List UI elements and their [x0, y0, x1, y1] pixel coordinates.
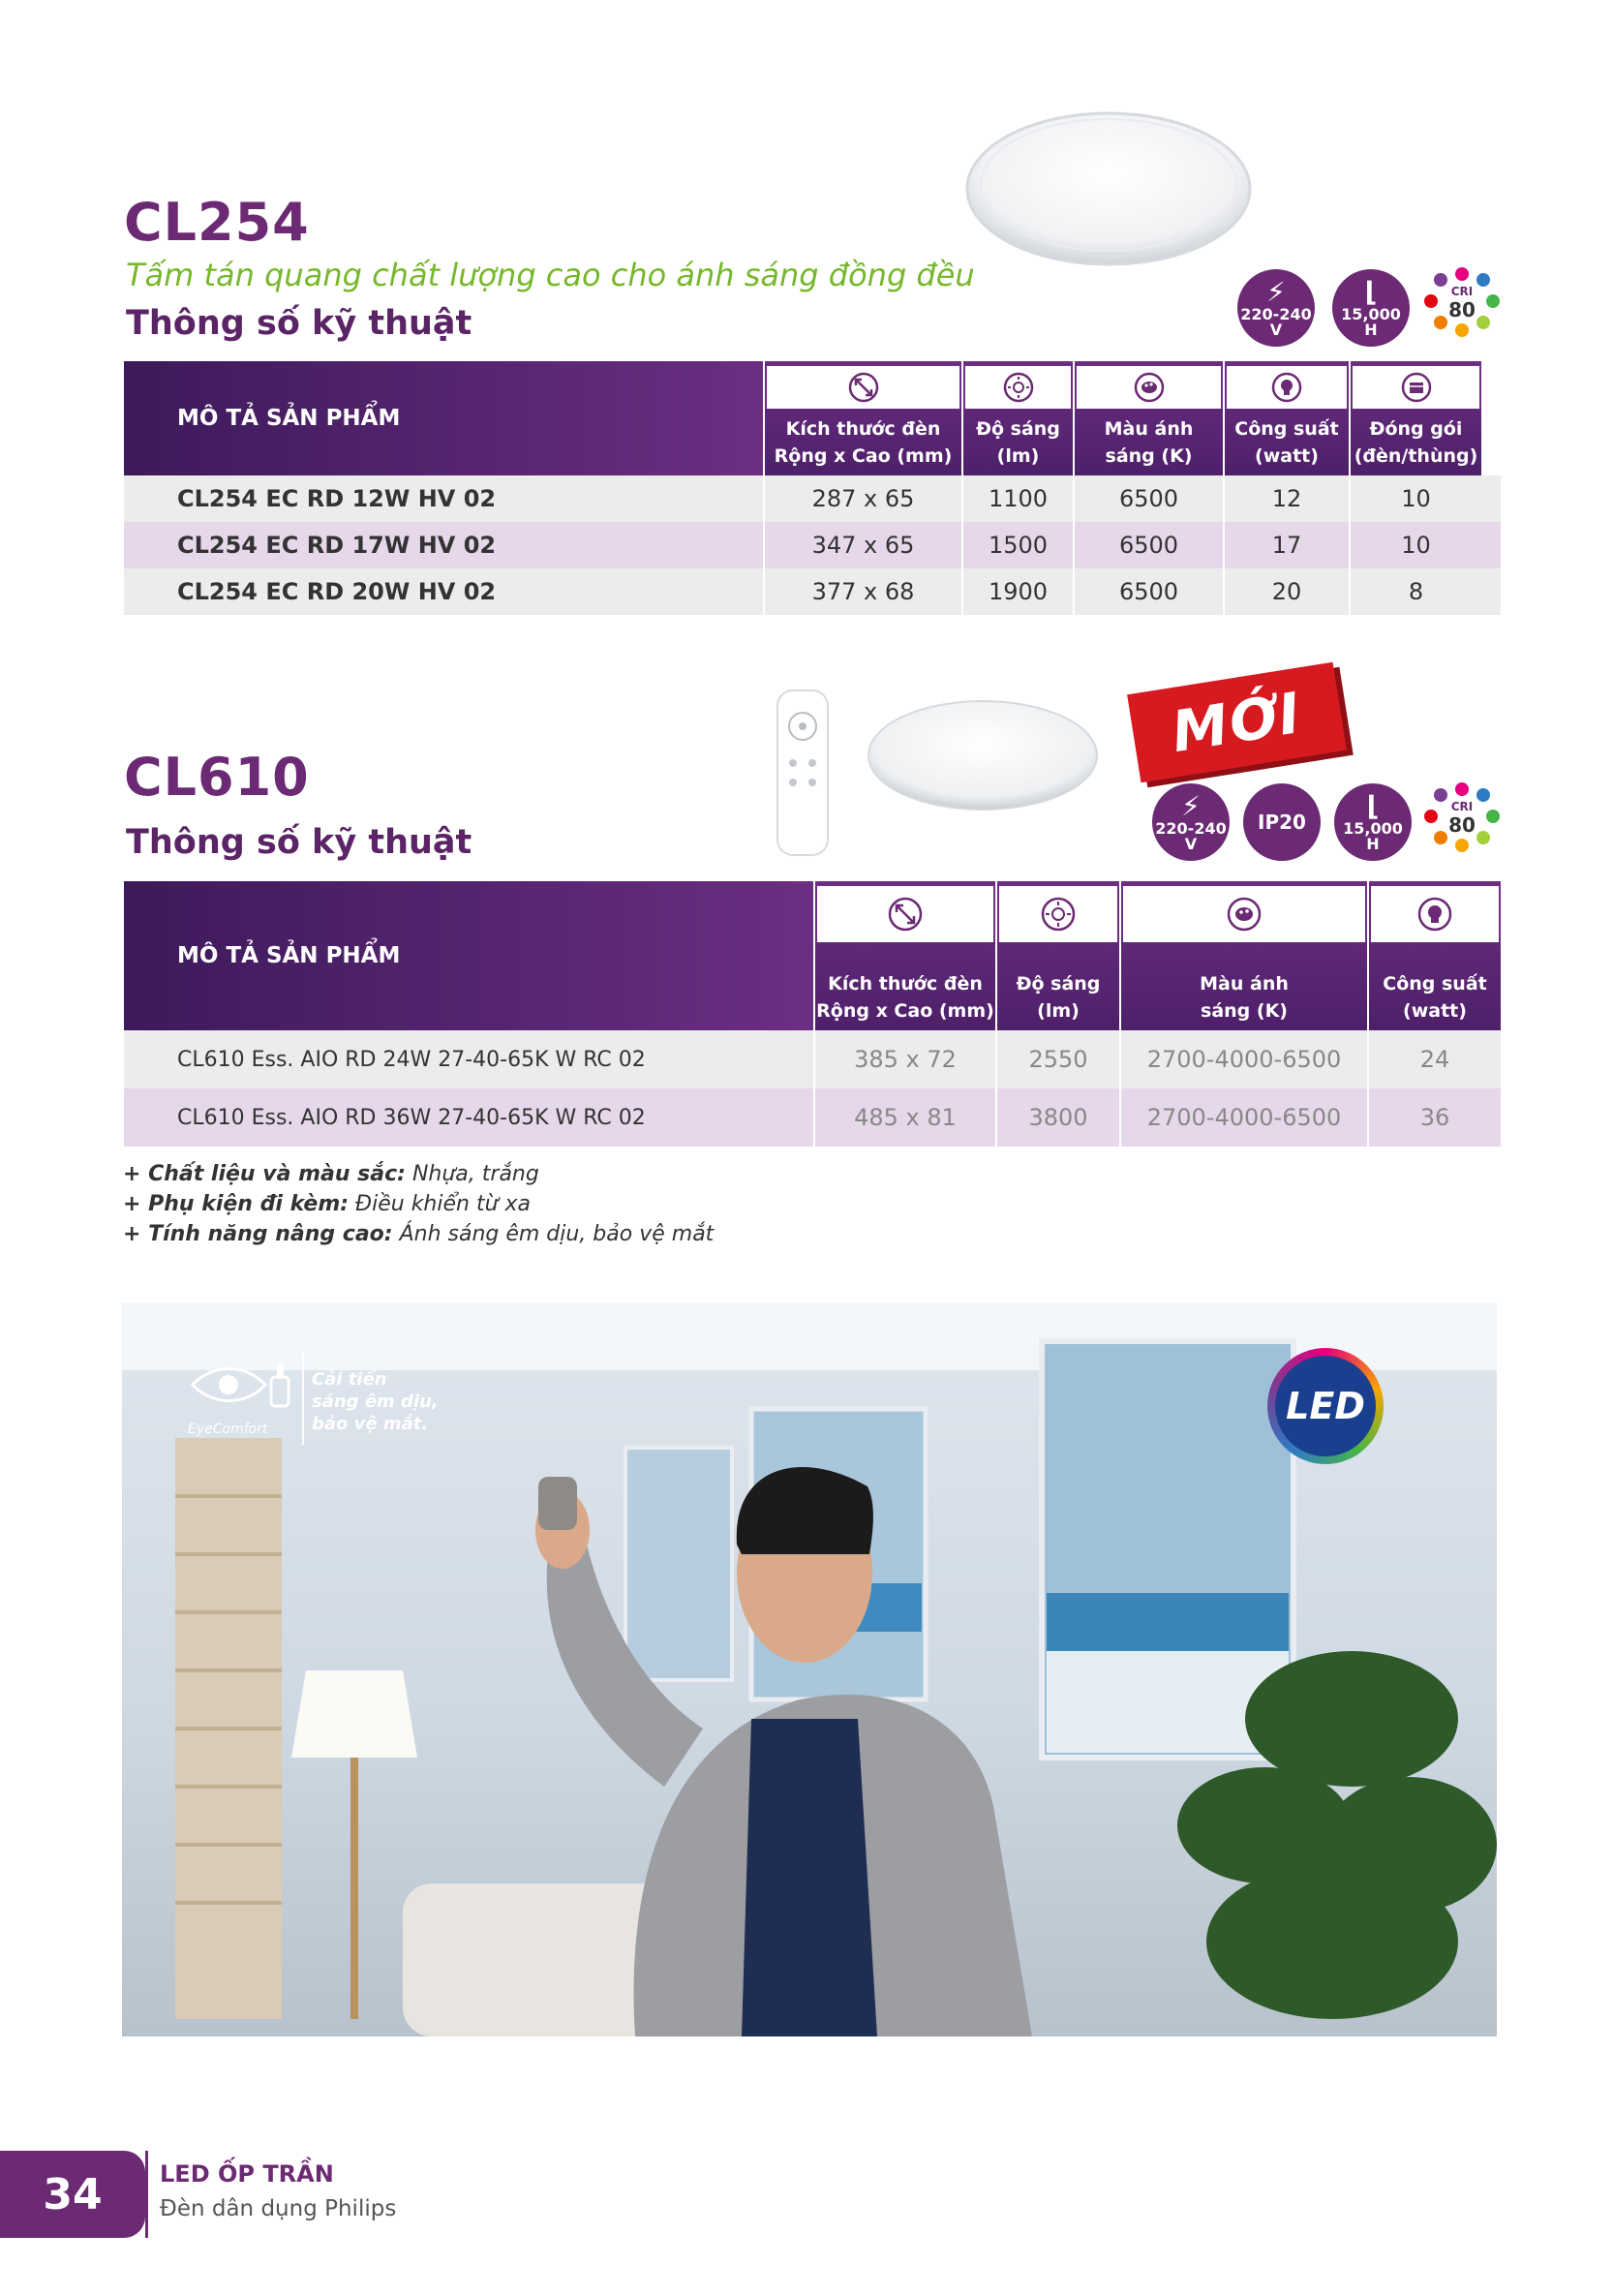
cri-badge — [1423, 782, 1501, 860]
row-lumen: 1900 — [961, 568, 1073, 615]
lifetime-badge — [1332, 269, 1410, 347]
note-text: Điều khiển từ xa — [349, 1192, 532, 1216]
cl254-model-title: CL254 — [124, 192, 310, 253]
voltage-unit: V — [1269, 321, 1283, 339]
col-label-2: (watt) — [1255, 445, 1319, 467]
cl254-col-pack — [1349, 361, 1481, 475]
row-lumen: 2550 — [995, 1030, 1119, 1088]
ip-value: IP20 — [1258, 811, 1306, 834]
col-label-2: sáng (K) — [1201, 1000, 1288, 1022]
note-text: Ánh sáng êm dịu, bảo vệ mắt — [392, 1222, 715, 1246]
cl254-col-size — [763, 361, 961, 475]
col-label-2: Rộng x Cao (mm) — [774, 445, 953, 467]
row-watt: 20 — [1223, 568, 1349, 615]
page-number: 34 — [0, 2151, 145, 2238]
size-arrows-icon — [847, 371, 880, 404]
note-label: + Phụ kiện đi kèm: — [123, 1192, 350, 1216]
col-label-2: sáng (K) — [1105, 445, 1193, 467]
product-notes — [123, 1159, 714, 1249]
new-badge — [1127, 662, 1347, 783]
row-product-name: CL610 Ess. AIO RD 36W 27-40-65K W RC 02 — [177, 1105, 646, 1130]
row-cct: 6500 — [1073, 475, 1223, 522]
row-size: 347 x 65 — [763, 522, 961, 568]
clock-icon: ⌊ — [1366, 790, 1380, 822]
cl610-col-watt — [1367, 881, 1501, 1030]
col-label-1: Kích thước đèn — [828, 973, 983, 995]
cl254-product-image — [963, 111, 1254, 276]
col-label-2: (đèn/thùng) — [1354, 445, 1478, 467]
col-label-1: Độ sáng — [976, 418, 1060, 440]
col-label-2: (lm) — [996, 445, 1040, 467]
cl610-col-cct — [1119, 881, 1367, 1030]
col-label-2: Rộng x Cao (mm) — [816, 1000, 994, 1022]
eyecomfort-brand: EyeComfort — [188, 1422, 268, 1437]
claim-line: sáng êm dịu, — [312, 1392, 439, 1412]
package-icon — [1400, 371, 1433, 404]
cl254-spec-heading: Thông số kỹ thuật — [126, 304, 472, 343]
col-label-1: Công suất — [1383, 973, 1487, 995]
table-row — [124, 522, 1501, 568]
row-size: 287 x 65 — [763, 475, 961, 522]
lightning-icon: ⚡ — [1181, 790, 1201, 822]
new-badge-text: MỚI — [1167, 679, 1307, 766]
row-size: 385 x 72 — [813, 1030, 995, 1088]
size-arrows-icon — [887, 896, 924, 933]
lifetime-unit: H — [1364, 321, 1378, 339]
cl254-col-lumen — [961, 361, 1073, 475]
cri-value: 80 — [1448, 298, 1476, 321]
col-label-2: (watt) — [1403, 1000, 1467, 1022]
clock-icon: ⌊ — [1364, 276, 1378, 308]
cl254-col-cct — [1073, 361, 1223, 475]
color-palette-icon — [1226, 896, 1263, 933]
note-material — [123, 1159, 714, 1189]
row-watt: 12 — [1223, 475, 1349, 522]
row-product-name: CL254 EC RD 12W HV 02 — [177, 485, 497, 512]
bulb-icon — [1270, 371, 1303, 404]
cl610-product-image — [775, 688, 1104, 862]
footer-divider — [145, 2151, 148, 2238]
voltage-value: 220-240 — [1240, 305, 1312, 323]
cl254-desc-header: MÔ TẢ SẢN PHẨM — [124, 361, 763, 475]
cl610-model-title: CL610 — [124, 747, 310, 808]
row-lumen: 1500 — [961, 522, 1073, 568]
lightning-icon: ⚡ — [1266, 276, 1286, 308]
row-watt: 17 — [1223, 522, 1349, 568]
cri-badge — [1423, 267, 1501, 345]
note-label: + Chất liệu và màu sắc: — [123, 1162, 406, 1186]
voltage-badge — [1152, 783, 1230, 861]
led-badge-text: LED — [1275, 1356, 1376, 1456]
cl254-tagline: Tấm tán quang chất lượng cao cho ánh sáng đồng đều — [126, 257, 975, 293]
row-product-name: CL254 EC RD 20W HV 02 — [177, 578, 497, 605]
bulb-icon — [1416, 896, 1453, 933]
cl254-col-watt — [1223, 361, 1349, 475]
cl610-desc-header: MÔ TẢ SẢN PHẨM — [124, 881, 813, 1030]
cri-value: 80 — [1448, 813, 1476, 837]
lifetime-unit: H — [1366, 835, 1380, 853]
table-row — [124, 1030, 1501, 1088]
footer-title: LED ỐP TRẦN — [160, 2160, 334, 2188]
row-pack: 10 — [1349, 475, 1481, 522]
voltage-badge — [1237, 269, 1315, 347]
lifetime-value: 15,000 — [1341, 305, 1401, 323]
claim-line: Cải tiến — [312, 1369, 387, 1390]
table-row — [124, 1088, 1501, 1147]
row-product-name: CL254 EC RD 17W HV 02 — [177, 532, 497, 559]
row-product-name: CL610 Ess. AIO RD 24W 27-40-65K W RC 02 — [177, 1047, 646, 1072]
table-row — [124, 475, 1501, 522]
row-pack: 8 — [1349, 568, 1481, 615]
row-size: 485 x 81 — [813, 1088, 995, 1147]
lifestyle-photo — [122, 1302, 1497, 2036]
row-pack: 10 — [1349, 522, 1481, 568]
note-text: Nhựa, trắng — [405, 1162, 539, 1186]
row-cct: 2700-4000-6500 — [1119, 1030, 1367, 1088]
row-lumen: 3800 — [995, 1088, 1119, 1147]
col-label-1: Đóng gói — [1369, 418, 1463, 440]
note-accessory — [123, 1189, 714, 1219]
cl610-col-size — [813, 881, 995, 1030]
eye-thumb-icon — [188, 1356, 294, 1414]
table-row — [124, 568, 1501, 615]
claim-line: bảo vệ mắt. — [312, 1414, 429, 1434]
voltage-unit: V — [1184, 835, 1198, 853]
lifetime-value: 15,000 — [1343, 819, 1403, 838]
color-palette-icon — [1133, 371, 1166, 404]
row-size: 377 x 68 — [763, 568, 961, 615]
row-watt: 24 — [1367, 1030, 1501, 1088]
cl610-col-lumen — [995, 881, 1119, 1030]
eyecomfort-claim — [312, 1368, 439, 1435]
col-label-1: Màu ánh — [1200, 973, 1289, 995]
row-cct: 6500 — [1073, 568, 1223, 615]
col-label-1: Độ sáng — [1016, 973, 1101, 995]
col-label-1: Kích thước đèn — [785, 418, 941, 440]
row-lumen: 1100 — [961, 475, 1073, 522]
note-label: + Tính năng nâng cao: — [123, 1222, 393, 1246]
brightness-icon — [1040, 896, 1077, 933]
row-cct: 2700-4000-6500 — [1119, 1088, 1367, 1147]
row-cct: 6500 — [1073, 522, 1223, 568]
col-label-1: Màu ánh — [1104, 418, 1194, 440]
col-label-1: Công suất — [1234, 418, 1339, 440]
cl610-spec-heading: Thông số kỹ thuật — [126, 823, 472, 862]
lifetime-badge — [1334, 783, 1412, 861]
footer-subtitle: Đèn dân dụng Philips — [160, 2196, 397, 2221]
row-watt: 36 — [1367, 1088, 1501, 1147]
note-feature — [123, 1219, 714, 1249]
brightness-icon — [1002, 371, 1035, 404]
voltage-value: 220-240 — [1155, 819, 1227, 838]
col-label-2: (lm) — [1037, 1000, 1080, 1022]
cri-label: CRI — [1450, 800, 1474, 813]
led-badge — [1267, 1348, 1384, 1464]
ip-badge — [1243, 783, 1321, 861]
cri-label: CRI — [1450, 285, 1474, 298]
